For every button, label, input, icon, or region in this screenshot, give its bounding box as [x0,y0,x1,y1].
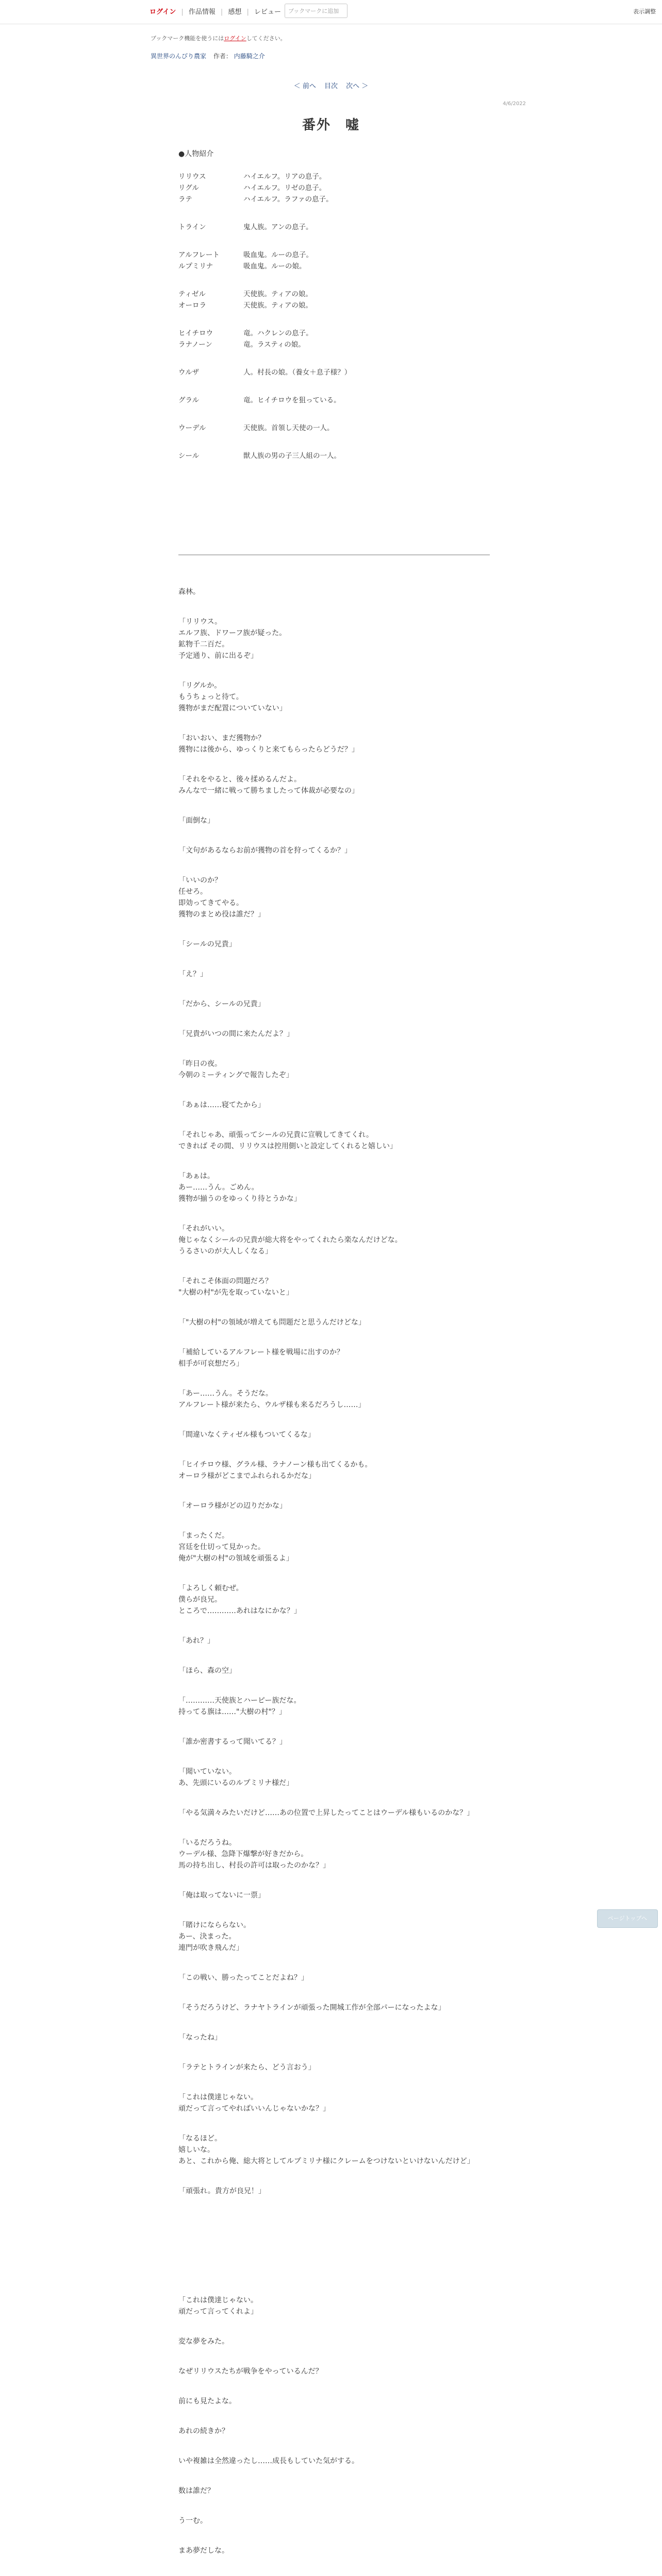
page-title: 番外 嘘 [302,117,360,133]
character-name: トライン [178,223,206,231]
character-row [178,289,477,300]
character-row [178,300,477,311]
story-paragraph: 「あぁは。 あー……うん。ごめん。 獲物が揃うのをゆっくり待とうかな」 [178,1172,301,1203]
story-paragraph: 「ヒイチロウ様、グラル様、ラナノーン様も出てくるかも。 オーロラ様がどこまでふれられるかだな」 [178,1461,372,1480]
character-name: ウルザ [178,368,200,377]
notice-suffix: してください。 [246,35,286,42]
story-paragraph: 「…………天使族とハーピー族だな。 持ってる旗は……"大樹の村"？」 [178,1697,301,1716]
story-paragraph: 「よろしく頼むぜ。 僕らが良兄。 ところで…………あれはなにかな？」 [178,1584,301,1615]
story-paragraph: 「これは僕達じゃない。 頑だって言ってやればいいんじゃないかな？」 [178,2093,330,2113]
story-paragraph: 「面倒な」 [178,817,214,825]
story-paragraph: 「やる気満々みたいだけど……あの位置で上昇したってことはウーデル様もいるのかな？」 [178,1809,474,1817]
story-paragraph: 「俺は取ってないに一票」 [178,1891,265,1900]
top-bar [0,0,662,24]
character-name: アルフレート [178,251,220,259]
character-desc: ハイエルフ。ラファの息子。 [243,195,333,204]
character-name: リリウス [178,173,206,181]
character-desc: 人。村長の娘。（養女＋息子様？） [243,368,352,377]
character-row [178,450,477,462]
character-row [178,182,477,194]
character-name: オーロラ [178,301,206,310]
story-body [178,586,477,2576]
character-desc: 天使族。ティアの娘。 [243,301,312,310]
character-name: ティゼル [178,290,206,298]
story-paragraph: 「あれ？」 [178,1637,214,1645]
character-row [178,422,477,434]
character-name: シール [178,452,200,460]
login-link[interactable]: ログイン [150,8,176,16]
display-settings-link[interactable]: 表示調整 [633,8,656,15]
login-notice [151,34,286,42]
story-paragraph: 「え？」 [178,970,207,978]
story-paragraph: 「間違いなくティゼル様もついてくるな」 [178,1431,315,1439]
story-paragraph: 「オーロラ様がどの辺りだかな」 [178,1502,287,1510]
character-row [178,222,477,233]
character-group [178,367,477,378]
story-paragraph: 「聞いていない。 あ、先頭にいるのルプミリナ様だ」 [178,1768,294,1787]
story-paragraph: 森林。 [178,588,200,596]
story-paragraph: 「"大樹の村"の領域が増えても問題だと思うんだけどな」 [178,1318,366,1327]
character-row [178,339,477,350]
story-paragraph: 「あぁは……寝てたから」 [178,1101,265,1109]
story-paragraph: 「シールの兄貴」 [178,940,236,948]
nav-divider: | [246,8,249,16]
story-paragraph: 「それこそ体面の問題だろ？ "大樹の村"が先を取っていないと」 [178,1277,293,1297]
character-name: ルプミリナ [178,262,213,270]
character-desc: 竜。ヒイチロウを狙っている。 [243,396,341,404]
character-desc: 天使族。首領し天使の一人。 [243,424,334,432]
character-name: ヒイチロウ [178,329,213,337]
page-top-button[interactable]: ページトップへ [597,1909,658,1928]
section-divider [178,554,490,555]
story-paragraph: 「おいおい、まだ獲物か？ 獲物には後から、ゆっくりと来てもらったらどうだ？」 [178,734,359,754]
series-link[interactable]: 異世界のんびり農家 [151,53,207,60]
story-paragraph: 「これは僕達じゃない。 頑だって言ってくれよ」 [178,2296,258,2316]
notice-login-link[interactable]: ログイン [224,35,246,42]
story-paragraph: 「昨日の夜。 今朝のミーティングで報告したぞ」 [178,1060,293,1079]
story-paragraph: 「いいのか？ 任せろ。 即効ってきてやる。 獲物のまとめ役は誰だ？」 [178,876,265,919]
character-row [178,171,477,182]
character-intro [178,148,477,478]
character-desc: 吸血鬼。ルーの娘。 [243,262,306,270]
character-row [178,395,477,406]
character-group [178,422,477,434]
story-paragraph: 前にも見たよな。 [178,2397,236,2405]
story-paragraph: 「補給しているアルフレート様を戦場に出すのか？ 相手が可哀想だろ」 [178,1348,344,1368]
story-paragraph: 「それをやると、後々揉めるんだよ。 みんなで一緒に戦って勝ちましたって体裁が必要なの」 [178,775,359,795]
story-paragraph: あれの続きか？ [178,2427,229,2435]
story-paragraph: 数は誰だ？ [178,2487,214,2495]
character-row [178,194,477,205]
nav-item-impressions[interactable]: 感想 [228,8,242,16]
character-desc: 竜。ラスティの娘。 [243,341,305,349]
story-paragraph: 「まったくだ。 宮廷を仕切って見かった。 俺が"大樹の村"の領域を頑張るよ」 [178,1532,293,1563]
story-paragraph: なぜリリウスたちが戦争をやっているんだ？ [178,2367,323,2376]
character-row [178,367,477,378]
story-paragraph: 「ラテとトラインが来たら、どう言おう」 [178,2063,316,2072]
story-paragraph: 「あー……うん。そうだな。 アルフレート様が来たら、ウルザ様も来るだろうし……」 [178,1389,366,1409]
story-paragraph: 「なったね」 [178,2033,222,2042]
character-desc: 天使族。ティアの娘。 [243,290,312,298]
story-paragraph: 「賭けになららない。 あー、決まった。 連門が吹き飛んだ」 [178,1921,251,1952]
story-paragraph: 「だから、シールの兄貴」 [178,1000,265,1008]
story-paragraph: 「兄貴がいつの間に来たんだよ？」 [178,1030,294,1038]
character-group [178,171,477,205]
character-group [178,249,477,272]
story-paragraph: 「頑張れ。貴方が良兄！」 [178,2187,266,2195]
story-paragraph: いや複雑は全然違ったし……成長もしていた気がする。 [178,2457,359,2465]
character-row [178,249,477,261]
story-paragraph: う一む。 [178,2517,207,2525]
story-paragraph: 「リリウス。 エルフ族、ドワーフ族が疑った。 鉱物千二百だ。 予定通り、前に出るぞ」 [178,618,287,660]
paragraph-list [178,586,477,2576]
story-paragraph: 「それがいい。 俺じゃなくシールの兄貴が総大将をやってくれたら楽なんだけどな。 うるさいのが大人しくなる」 [178,1225,402,1256]
character-name: ラナノーン [178,341,212,349]
character-name: グラル [178,396,200,404]
author-label: 作者： [213,53,232,60]
published-date: 4/6/2022 [503,101,526,107]
character-intro-heading: ●人物紹介 [178,150,214,158]
character-group [178,450,477,462]
story-paragraph: 「それじゃあ、頑張ってシールの兄貴に宣戦してきてくれ。 できれば その間、リリウスは控用側いと設定してくれると嬉しい」 [178,1131,398,1150]
character-row [178,261,477,272]
story-paragraph: 「誰か密書するって聞いてる？」 [178,1738,287,1746]
story-paragraph: 「いるだろうね。 ウーデル様、急降下爆撃が好きだから。 馬の持ち出し、村長の許可は取ったのかな？」 [178,1839,330,1870]
nav-divider: | [220,8,223,16]
episode-pager [0,80,662,90]
nav-item-review[interactable]: レビュー [254,8,281,16]
author-link[interactable]: 内藤騎之介 [234,53,265,60]
character-name: ラテ [178,195,192,204]
character-group [178,289,477,311]
toc-link[interactable]: 目次 [324,82,338,90]
character-list [178,171,477,462]
story-paragraph: 「文句があるならお前が獲物の首を狩ってくるか？」 [178,846,352,855]
story-paragraph: 「ほら、森の空」 [178,1667,236,1675]
story-paragraph: まあ夢だしな。 [178,2547,229,2555]
top-nav [150,6,284,16]
nav-divider: | [181,8,184,16]
story-paragraph: 「なるほど。 嬉しいな。 あと、これから俺、総大将としてルプミリナ様にクレームをつけないといけないんだけど」 [178,2134,474,2165]
story-paragraph: 「そうだろうけど、ラナヤトラインが頑張った開城工作が全部パーになったよな」 [178,2004,445,2012]
character-desc: 鬼人族。アンの息子。 [243,223,313,231]
character-desc: 吸血鬼。ルーの息子。 [243,251,313,259]
character-group [178,222,477,233]
character-group [178,395,477,406]
character-desc: 竜。ハクレンの息子。 [243,329,313,337]
bookmark-add-button[interactable]: ブックマークに追加 [285,4,347,18]
breadcrumb [151,52,265,60]
character-name: リグル [178,184,199,192]
character-row [178,328,477,339]
character-desc: ハイエルフ。リアの息子。 [243,173,326,181]
next-episode-link[interactable]: 次へ ＞ [346,82,369,90]
character-group [178,328,477,350]
story-paragraph: 変な夢をみた。 [178,2337,229,2346]
nav-item-info[interactable]: 作品情報 [188,8,216,16]
story-paragraph: 「この戦い、勝ったってことだよね？」 [178,1974,308,1982]
notice-prefix: ブックマーク機能を使うには [151,35,224,42]
story-paragraph: 「リグルか。 もうちょっと待て。 獲物がまだ配置についていない」 [178,682,287,713]
character-name: ウーデル [178,424,206,432]
prev-episode-link[interactable]: ＜ 前へ [293,82,316,90]
character-desc: ハイエルフ。リゼの息子。 [243,184,326,192]
character-desc: 獣人族の男の子三人組の一人。 [243,452,341,460]
